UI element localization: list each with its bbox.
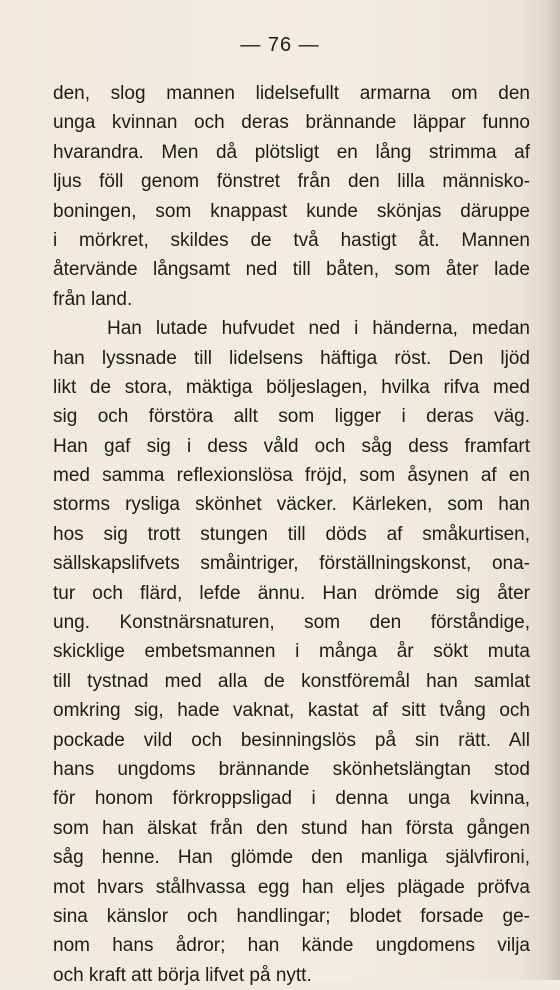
text-line: unga kvinnan och deras brännande läppar funno — [53, 112, 530, 134]
text-line: och kraft att börja lifvet på nytt. — [53, 964, 312, 986]
text-line: för honom förkroppsligad i denna unga kvinna, — [53, 788, 530, 810]
text-line: pockade vild och besinningslös på sin rätt. All — [53, 729, 530, 751]
text-line: till tystnad med alla de konstföremål han samlat — [53, 670, 530, 692]
text-line: likt de stora, mäktiga böljeslagen, hvilka rifva med — [53, 376, 530, 398]
page-edge-shadow — [546, 0, 560, 980]
text-line: mot hvars stålhvassa egg han eljes plägade pröfva — [53, 876, 530, 898]
text-line: storms rysliga skönhet väcker. Kärleken, som han — [53, 494, 530, 516]
text-line: sina känslor och handlingar; blodet forsade ge- — [53, 905, 530, 927]
page-number: — 76 — — [240, 34, 320, 56]
text-line: den, slog mannen lidelsefullt armarna om den — [53, 83, 530, 104]
text-line: sällskapslifvets småintriger, förställningskonst, ona- — [53, 553, 530, 575]
text-line: som han älskat från den stund han första gången — [53, 817, 530, 839]
text-line: ljus föll genom fönstret från den lilla människo- — [53, 171, 530, 193]
text-line: omkring sig, hade vaknat, kastat af sitt tvång och — [53, 700, 530, 722]
text-line: från land. — [53, 288, 133, 310]
text-line: han lyssnade till lidelsens häftiga röst. Den ljöd — [53, 347, 530, 369]
text-line: nom hans ådror; han kände ungdomens vilja — [53, 935, 530, 957]
text-line: Han gaf sig i dess våld och såg dess framfart — [53, 435, 530, 457]
text-line: i mörkret, skildes de två hastigt åt. Mannen — [53, 229, 530, 251]
text-line: tur och flärd, lefde ännu. Han drömde sig åter — [53, 582, 530, 604]
text-line: hvarandra. Men då plötsligt en lång strimma af — [53, 141, 530, 163]
text-line: Han lutade hufvudet ned i händerna, medan — [107, 318, 530, 340]
text-line: med samma reflexionslösa fröjd, som åsynen af en — [53, 465, 530, 487]
text-line: boningen, som knappast kunde skönjas däruppe — [53, 200, 530, 222]
text-line: hos sig trott stungen till döds af småkurtisen, — [53, 523, 530, 545]
text-line: ung. Konstnärsnaturen, som den förståndige, — [53, 612, 530, 634]
body-text — [53, 79, 530, 990]
text-line: såg henne. Han glömde den manliga självfironi, — [53, 847, 530, 869]
text-line: skicklige embetsmannen i många år sökt muta — [53, 641, 530, 663]
text-line: återvände långsamt ned till båten, som åter lade — [53, 259, 530, 281]
text-line: hans ungdoms brännande skönhetslängtan stod — [53, 758, 530, 780]
text-line: sig och förstöra allt som ligger i deras väg. — [53, 406, 530, 428]
